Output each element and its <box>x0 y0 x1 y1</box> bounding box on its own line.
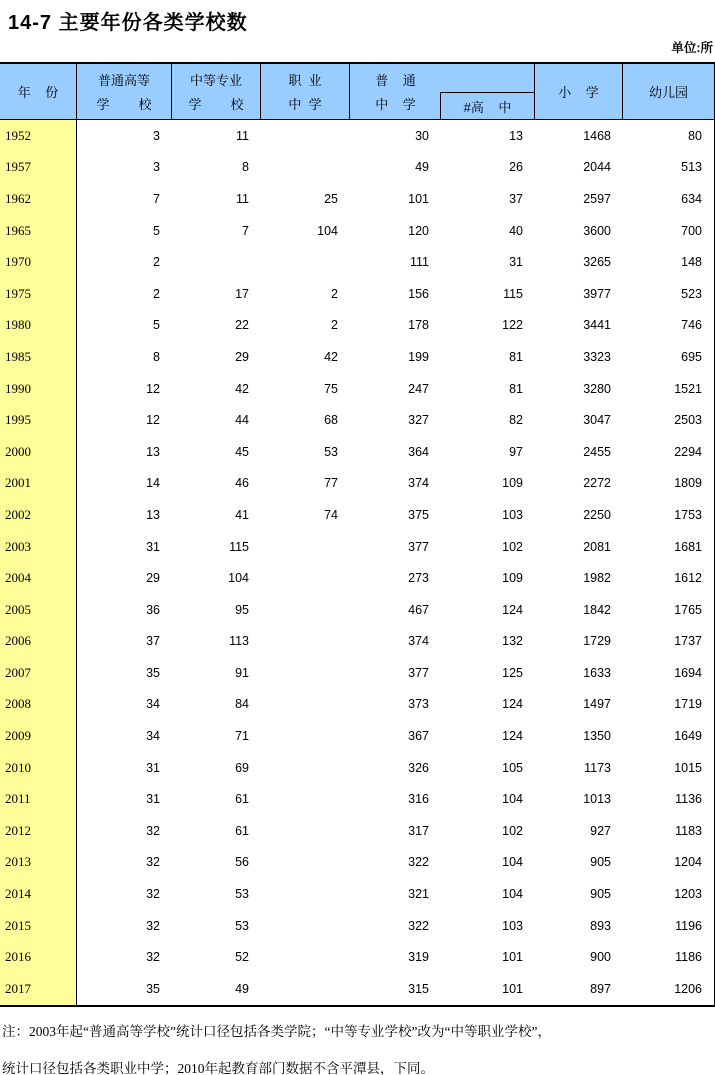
unit-label: 单位:所 <box>671 41 713 55</box>
value-cell: 31 <box>146 792 160 807</box>
year-cell: 2008 <box>0 689 77 721</box>
value-cell: 322 <box>408 855 429 870</box>
value-cell: 273 <box>408 571 429 586</box>
value-cell: 319 <box>408 950 429 965</box>
table-row <box>0 373 714 405</box>
value-cell: 91 <box>235 665 249 680</box>
value-cell: 101 <box>502 950 523 965</box>
value-cell: 695 <box>681 349 702 364</box>
value-cell: 700 <box>681 223 702 238</box>
value-cell: 2 <box>331 318 338 333</box>
year-cell: 2007 <box>0 657 77 689</box>
value-cell: 1633 <box>583 665 611 680</box>
value-cell: 42 <box>235 381 249 396</box>
value-cell: 25 <box>324 191 338 206</box>
value-cell: 1183 <box>675 823 702 838</box>
value-cell: 122 <box>502 318 523 333</box>
value-cell: 7 <box>153 191 160 206</box>
value-cell: 3280 <box>583 381 611 396</box>
value-cell <box>261 720 350 752</box>
value-cell: 105 <box>502 760 523 775</box>
value-cell: 102 <box>502 539 523 554</box>
value-cell: 2 <box>153 286 160 301</box>
value-cell: 95 <box>235 602 249 617</box>
value-cell: 11 <box>236 191 249 206</box>
year-cell: 2012 <box>0 815 77 847</box>
value-cell: 49 <box>235 981 249 996</box>
value-cell: 2 <box>331 286 338 301</box>
value-cell: 1204 <box>674 855 702 870</box>
value-cell: 377 <box>408 665 429 680</box>
value-cell: 3 <box>153 160 160 175</box>
year-cell: 2017 <box>0 973 77 1005</box>
year-cell: 1952 <box>0 120 77 152</box>
value-cell: 29 <box>146 571 160 586</box>
year-cell: 1985 <box>0 341 77 373</box>
value-cell: 11 <box>236 128 249 143</box>
table-row <box>0 783 714 815</box>
year-cell: 2004 <box>0 562 77 594</box>
header-vocational-secondary-line2: 中 学 <box>288 96 322 112</box>
year-cell: 1990 <box>0 373 77 405</box>
value-cell: 124 <box>502 729 523 744</box>
year-cell: 2009 <box>0 720 77 752</box>
value-cell: 1350 <box>583 729 611 744</box>
header-year-label: 年 份 <box>17 85 59 100</box>
value-cell: 1612 <box>674 571 702 586</box>
header-regular-higher-edu-line1: 普通高等 <box>97 73 150 89</box>
table-row <box>0 847 714 879</box>
value-cell <box>261 847 350 879</box>
value-cell: 61 <box>235 823 249 838</box>
header-primary-school <box>535 64 623 119</box>
value-cell: 53 <box>235 887 249 902</box>
header-vocational-secondary-line1: 职 业 <box>288 73 322 89</box>
year-cell: 2005 <box>0 594 77 626</box>
footnote-line-1: 注：2003年起“普通高等学校”统计口径包括各类学院；“中等专业学校”改为“中等职业学校”， <box>2 1024 551 1039</box>
value-cell: 523 <box>681 286 702 301</box>
table-row <box>0 215 714 247</box>
value-cell: 8 <box>242 160 249 175</box>
value-cell: 2272 <box>583 476 611 491</box>
value-cell: 26 <box>509 160 523 175</box>
value-cell: 29 <box>235 349 249 364</box>
table-row <box>0 720 714 752</box>
value-cell: 316 <box>408 792 429 807</box>
value-cell: 1173 <box>584 760 611 775</box>
value-cell: 2294 <box>674 444 702 459</box>
value-cell: 77 <box>324 476 338 491</box>
value-cell <box>261 878 350 910</box>
table-row <box>0 626 714 658</box>
value-cell: 374 <box>408 476 429 491</box>
value-cell: 1765 <box>674 602 702 617</box>
value-cell: 32 <box>146 823 160 838</box>
value-cell: 1737 <box>674 634 702 649</box>
value-cell: 37 <box>509 191 523 206</box>
value-cell: 5 <box>153 223 160 238</box>
value-cell <box>172 246 261 278</box>
year-cell: 1962 <box>0 183 77 215</box>
value-cell: 3265 <box>583 255 611 270</box>
value-cell <box>261 246 350 278</box>
value-cell <box>261 657 350 689</box>
value-cell: 5 <box>153 318 160 333</box>
value-cell: 124 <box>502 602 523 617</box>
value-cell: 44 <box>235 413 249 428</box>
value-cell <box>261 973 350 1005</box>
value-cell: 32 <box>146 950 160 965</box>
value-cell: 124 <box>502 697 523 712</box>
value-cell: 34 <box>146 729 160 744</box>
value-cell: 326 <box>408 760 429 775</box>
year-cell: 1965 <box>0 215 77 247</box>
value-cell: 897 <box>590 981 611 996</box>
table-row <box>0 878 714 910</box>
value-cell: 104 <box>228 571 249 586</box>
value-cell <box>261 531 350 563</box>
value-cell: 32 <box>146 855 160 870</box>
value-cell: 2044 <box>583 160 611 175</box>
value-cell: 35 <box>146 665 160 680</box>
table-row <box>0 657 714 689</box>
header-primary-school-label: 小 学 <box>558 85 599 100</box>
value-cell: 3600 <box>583 223 611 238</box>
value-cell: 84 <box>235 697 249 712</box>
value-cell: 900 <box>590 950 611 965</box>
value-cell: 22 <box>235 318 249 333</box>
value-cell: 13 <box>509 128 523 143</box>
value-cell: 1719 <box>674 697 702 712</box>
year-cell: 1995 <box>0 404 77 436</box>
value-cell: 7 <box>242 223 249 238</box>
value-cell: 13 <box>146 507 160 522</box>
header-year <box>0 64 77 119</box>
value-cell: 46 <box>235 476 249 491</box>
value-cell: 80 <box>688 128 702 143</box>
value-cell: 71 <box>235 729 249 744</box>
value-cell: 109 <box>502 571 523 586</box>
header-senior-high <box>440 92 534 119</box>
value-cell: 68 <box>324 413 338 428</box>
value-cell: 81 <box>509 349 523 364</box>
value-cell: 3977 <box>583 286 611 301</box>
year-cell: 2014 <box>0 878 77 910</box>
value-cell: 327 <box>408 413 429 428</box>
value-cell: 746 <box>681 318 702 333</box>
value-cell: 52 <box>235 950 249 965</box>
header-kindergarten <box>623 64 714 119</box>
year-cell: 2003 <box>0 531 77 563</box>
table-row <box>0 246 714 278</box>
value-cell: 103 <box>502 918 523 933</box>
value-cell <box>261 594 350 626</box>
value-cell: 199 <box>408 349 429 364</box>
value-cell: 1842 <box>583 602 611 617</box>
value-cell: 1203 <box>674 887 702 902</box>
page-title: 14-7 主要年份各类学校数 <box>8 12 248 34</box>
value-cell: 315 <box>408 981 429 996</box>
header-regular-secondary <box>350 64 535 119</box>
table-body <box>0 120 714 1005</box>
value-cell: 31 <box>146 760 160 775</box>
year-cell: 2016 <box>0 941 77 973</box>
value-cell: 132 <box>502 634 523 649</box>
value-cell: 82 <box>509 413 523 428</box>
value-cell: 513 <box>681 160 702 175</box>
value-cell: 41 <box>235 507 249 522</box>
value-cell: 2455 <box>583 444 611 459</box>
value-cell: 1468 <box>583 128 611 143</box>
value-cell: 322 <box>408 918 429 933</box>
value-cell: 125 <box>502 665 523 680</box>
value-cell: 178 <box>408 318 429 333</box>
value-cell <box>261 941 350 973</box>
year-cell: 2013 <box>0 847 77 879</box>
value-cell: 61 <box>235 792 249 807</box>
table-header <box>0 64 714 120</box>
value-cell: 104 <box>317 223 338 238</box>
value-cell: 101 <box>408 191 429 206</box>
value-cell: 14 <box>146 476 160 491</box>
header-regular-higher-edu-line2: 学 校 <box>96 96 152 112</box>
value-cell: 69 <box>235 760 249 775</box>
value-cell: 97 <box>509 444 523 459</box>
value-cell: 101 <box>502 981 523 996</box>
year-cell: 2015 <box>0 910 77 942</box>
header-regular-secondary-label <box>350 64 441 119</box>
value-cell <box>261 562 350 594</box>
value-cell <box>261 689 350 721</box>
year-cell: 2001 <box>0 468 77 500</box>
value-cell: 102 <box>502 823 523 838</box>
value-cell: 2250 <box>583 507 611 522</box>
table-row <box>0 341 714 373</box>
value-cell <box>261 815 350 847</box>
value-cell <box>261 910 350 942</box>
year-cell: 1970 <box>0 246 77 278</box>
value-cell: 31 <box>509 255 523 270</box>
value-cell: 905 <box>590 887 611 902</box>
value-cell: 30 <box>415 128 429 143</box>
value-cell: 53 <box>235 918 249 933</box>
value-cell: 317 <box>408 823 429 838</box>
table-row <box>0 752 714 784</box>
table-row <box>0 436 714 468</box>
table-row <box>0 910 714 942</box>
value-cell: 927 <box>590 823 611 838</box>
value-cell: 321 <box>408 887 429 902</box>
value-cell: 115 <box>503 286 523 301</box>
year-cell: 2000 <box>0 436 77 468</box>
value-cell <box>261 752 350 784</box>
value-cell: 247 <box>408 381 429 396</box>
value-cell: 49 <box>415 160 429 175</box>
table-row <box>0 152 714 184</box>
value-cell: 74 <box>324 507 338 522</box>
value-cell: 156 <box>408 286 429 301</box>
value-cell: 37 <box>146 634 160 649</box>
value-cell: 1136 <box>675 792 702 807</box>
value-cell: 1649 <box>674 729 702 744</box>
value-cell: 364 <box>408 444 429 459</box>
value-cell: 1982 <box>583 571 611 586</box>
value-cell: 1753 <box>674 507 702 522</box>
value-cell: 893 <box>590 918 611 933</box>
value-cell: 35 <box>146 981 160 996</box>
value-cell: 104 <box>502 792 523 807</box>
table-row <box>0 815 714 847</box>
value-cell: 148 <box>681 255 702 270</box>
value-cell: 104 <box>502 855 523 870</box>
value-cell: 12 <box>146 413 160 428</box>
table-row <box>0 183 714 215</box>
header-regular-higher-edu <box>77 64 172 119</box>
value-cell: 75 <box>324 381 338 396</box>
value-cell: 115 <box>229 539 249 554</box>
year-cell: 2011 <box>0 783 77 815</box>
table-row <box>0 310 714 342</box>
value-cell: 31 <box>146 539 160 554</box>
value-cell: 12 <box>146 381 160 396</box>
value-cell: 36 <box>146 602 160 617</box>
value-cell: 634 <box>681 191 702 206</box>
value-cell: 1521 <box>674 381 702 396</box>
value-cell: 1729 <box>583 634 611 649</box>
value-cell: 3441 <box>583 318 611 333</box>
value-cell: 2081 <box>583 539 611 554</box>
value-cell: 375 <box>408 507 429 522</box>
year-cell: 2010 <box>0 752 77 784</box>
value-cell: 45 <box>235 444 249 459</box>
table-row <box>0 562 714 594</box>
header-regular-secondary-line2: 中 学 <box>375 97 416 113</box>
table-row <box>0 499 714 531</box>
value-cell: 1015 <box>674 760 702 775</box>
value-cell: 1196 <box>675 918 702 933</box>
value-cell: 32 <box>146 918 160 933</box>
value-cell <box>261 120 350 152</box>
year-cell: 1980 <box>0 310 77 342</box>
value-cell: 113 <box>229 634 249 649</box>
value-cell: 1186 <box>675 950 702 965</box>
value-cell: 1013 <box>583 792 611 807</box>
footnotes <box>2 1020 715 1075</box>
value-cell: 2 <box>153 255 160 270</box>
table-row <box>0 594 714 626</box>
year-cell: 1957 <box>0 152 77 184</box>
value-cell: 467 <box>408 602 429 617</box>
value-cell: 373 <box>408 697 429 712</box>
header-secondary-specialized-line1: 中等专业 <box>189 73 242 89</box>
value-cell: 103 <box>502 507 523 522</box>
value-cell <box>261 626 350 658</box>
table-row <box>0 689 714 721</box>
header-senior-high-label: #高 中 <box>463 99 512 115</box>
table-row <box>0 404 714 436</box>
table-row <box>0 941 714 973</box>
value-cell: 42 <box>324 349 338 364</box>
value-cell <box>261 152 350 184</box>
table-row <box>0 468 714 500</box>
value-cell: 13 <box>146 444 160 459</box>
header-vocational-secondary <box>261 64 350 119</box>
value-cell: 1809 <box>674 476 702 491</box>
value-cell: 374 <box>408 634 429 649</box>
value-cell: 377 <box>408 539 429 554</box>
value-cell: 40 <box>509 223 523 238</box>
value-cell: 1694 <box>674 665 702 680</box>
value-cell: 109 <box>502 476 523 491</box>
table-row <box>0 120 714 152</box>
year-cell: 2002 <box>0 499 77 531</box>
value-cell: 8 <box>153 349 160 364</box>
value-cell: 34 <box>146 697 160 712</box>
value-cell: 81 <box>509 381 523 396</box>
value-cell: 17 <box>235 286 249 301</box>
value-cell: 905 <box>590 855 611 870</box>
year-cell: 2006 <box>0 626 77 658</box>
value-cell: 56 <box>235 855 249 870</box>
value-cell: 3323 <box>583 349 611 364</box>
table-row <box>0 531 714 563</box>
header-secondary-specialized <box>172 64 261 119</box>
table-row <box>0 278 714 310</box>
value-cell: 2597 <box>583 191 611 206</box>
value-cell <box>261 783 350 815</box>
value-cell: 1497 <box>583 697 611 712</box>
value-cell: 3047 <box>583 413 611 428</box>
value-cell: 1206 <box>674 981 702 996</box>
year-cell: 1975 <box>0 278 77 310</box>
value-cell: 1681 <box>674 539 702 554</box>
value-cell: 104 <box>502 887 523 902</box>
schools-table <box>0 62 715 1007</box>
header-secondary-specialized-line2: 学 校 <box>188 96 244 112</box>
header-regular-secondary-line1: 普 通 <box>375 72 416 88</box>
value-cell: 111 <box>409 255 429 270</box>
value-cell: 3 <box>153 128 160 143</box>
value-cell: 53 <box>324 444 338 459</box>
value-cell: 2503 <box>674 413 702 428</box>
table-row <box>0 973 714 1005</box>
value-cell: 32 <box>146 887 160 902</box>
header-kindergarten-label: 幼儿园 <box>648 85 688 100</box>
footnote-line-2: 统计口径包括各类职业中学；2010年起教育部门数据不含平潭县，下同。 <box>2 1061 434 1075</box>
value-cell: 120 <box>408 223 429 238</box>
value-cell: 367 <box>408 729 429 744</box>
